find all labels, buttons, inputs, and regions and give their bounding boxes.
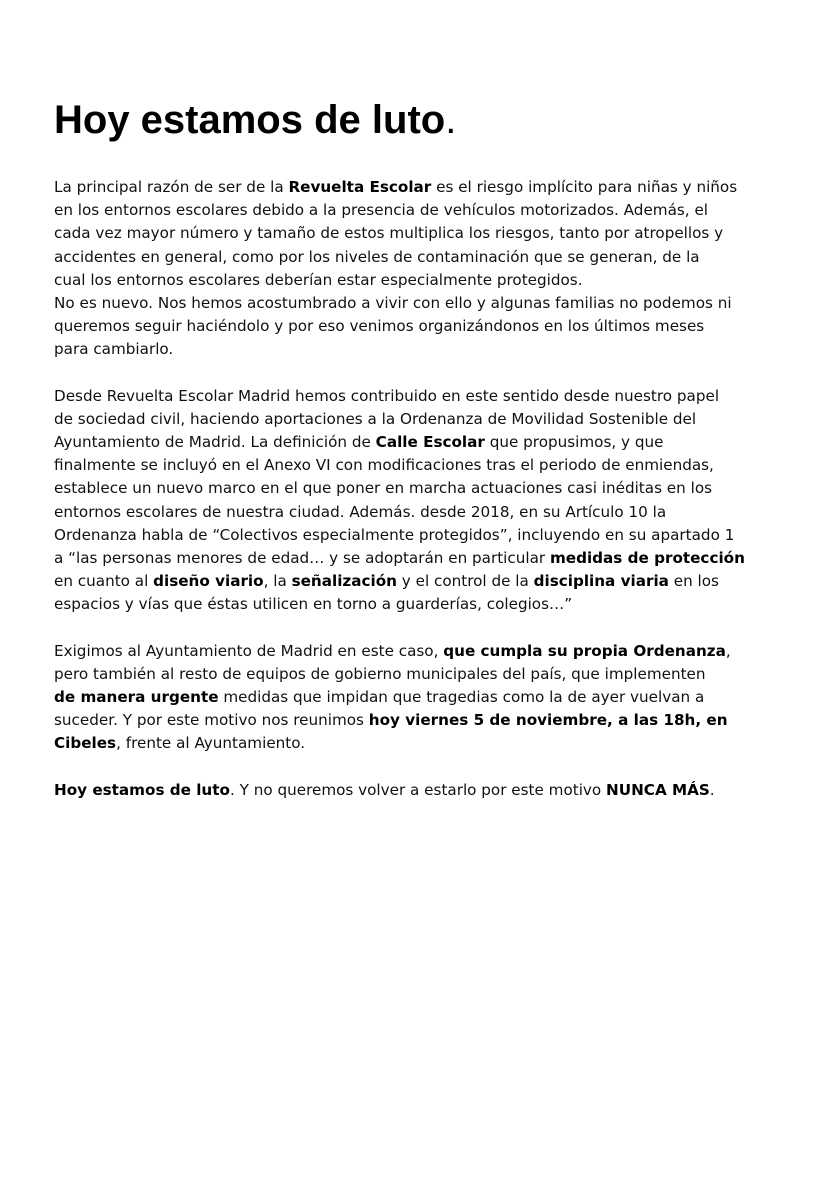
bold-text: diseño viario: [153, 572, 264, 591]
text-line: [54, 547, 784, 570]
text-line: para cambiarlo.: [54, 340, 174, 359]
bold-text: NUNCA MÁS: [606, 780, 710, 799]
paragraph-1: [54, 176, 784, 362]
text-line: [54, 176, 784, 199]
text-line: entornos escolares de nuestra ciudad. Además. desde 2018, en su Artículo 10 la: [54, 502, 667, 521]
text-span: , frente al Ayuntamiento.: [116, 734, 306, 753]
paragraph-2: [54, 385, 784, 617]
text-span: . Y no queremos volver a estarlo por este motivo: [229, 780, 607, 799]
text-line: [54, 732, 784, 755]
text-span: , la: [263, 572, 292, 591]
text-line: accidentes en general, como por los niveles de contaminación que se generan, de la: [54, 247, 700, 266]
text-line: Ordenanza habla de “Colectivos especialmente protegidos”, incluyendo en su apartado 1: [54, 525, 735, 544]
text-span: ,: [725, 641, 731, 660]
bold-text: que cumpla su propia Ordenanza: [443, 641, 726, 660]
text-line: espacios y vías que éstas utilicen en torno a guarderías, colegios…”: [54, 595, 573, 614]
paragraph-4: [54, 779, 784, 802]
text-span: Ayuntamiento de Madrid. La definición de: [54, 433, 376, 452]
text-span: y el control de la: [396, 572, 534, 591]
text-line: [54, 431, 784, 454]
bold-text: medidas de protección: [549, 549, 745, 568]
bold-text: de manera urgente: [54, 688, 219, 707]
text-line: queremos seguir haciéndolo y por eso venimos organizándonos en los últimos meses: [54, 317, 705, 336]
text-line: [54, 640, 784, 663]
text-span: a “las personas menores de edad… y se adoptarán en particular: [54, 549, 550, 568]
text-line: de sociedad civil, haciendo aportaciones a la Ordenanza de Movilidad Sostenible del: [54, 409, 697, 428]
text-line: cada vez mayor número y tamaño de estos multiplica los riesgos, tanto por atropellos y: [54, 224, 724, 243]
text-line: pero también al resto de equipos de gobierno municipales del país, que implementen: [54, 664, 706, 683]
bold-text: Revuelta Escolar: [288, 178, 432, 196]
paragraph-3: [54, 640, 784, 756]
text-span: en cuanto al: [54, 572, 154, 591]
bold-text: hoy viernes 5 de noviembre, a las 18h, en: [368, 711, 728, 730]
text-line: [54, 570, 784, 593]
text-span: en los: [668, 572, 719, 591]
text-line: [54, 686, 784, 709]
title-period: .: [445, 98, 457, 142]
text-span: que propusimos, y que: [484, 433, 664, 452]
text-line: No es nuevo. Nos hemos acostumbrado a vivir con ello y algunas familias no podemos ni: [54, 294, 732, 313]
text-span: Exigimos al Ayuntamiento de Madrid en este caso,: [54, 641, 444, 660]
page-title: [54, 92, 456, 148]
bold-text: Calle Escolar: [375, 433, 485, 452]
text-line: Desde Revuelta Escolar Madrid hemos contribuido en este sentido desde nuestro papel: [54, 386, 720, 405]
bold-text: señalización: [291, 572, 397, 591]
title-text: Hoy estamos de luto: [54, 98, 446, 142]
text-line: [54, 709, 784, 732]
text-span: La principal razón de ser de la: [54, 178, 289, 196]
bold-text: Hoy estamos de luto: [54, 780, 230, 799]
document-body: [54, 176, 784, 802]
text-span: suceder. Y por este motivo nos reunimos: [54, 711, 369, 730]
text-span: es el riesgo implícito para niñas y niños: [431, 178, 738, 196]
bold-text: Cibeles: [54, 734, 117, 753]
text-span: medidas que impidan que tragedias como la de ayer vuelvan a: [218, 688, 705, 707]
text-line: cual los entornos escolares deberían estar especialmente protegidos.: [54, 270, 583, 289]
text-line: [54, 779, 784, 802]
text-line: en los entornos escolares debido a la presencia de vehículos motorizados. Además, el: [54, 201, 709, 220]
bold-text: disciplina viaria: [533, 572, 669, 591]
text-line: finalmente se incluyó en el Anexo VI con modificaciones tras el periodo de enmiendas,: [54, 456, 714, 475]
text-line: establece un nuevo marco en el que poner en marcha actuaciones casi inéditas en los: [54, 479, 713, 498]
text-span: .: [709, 780, 715, 799]
